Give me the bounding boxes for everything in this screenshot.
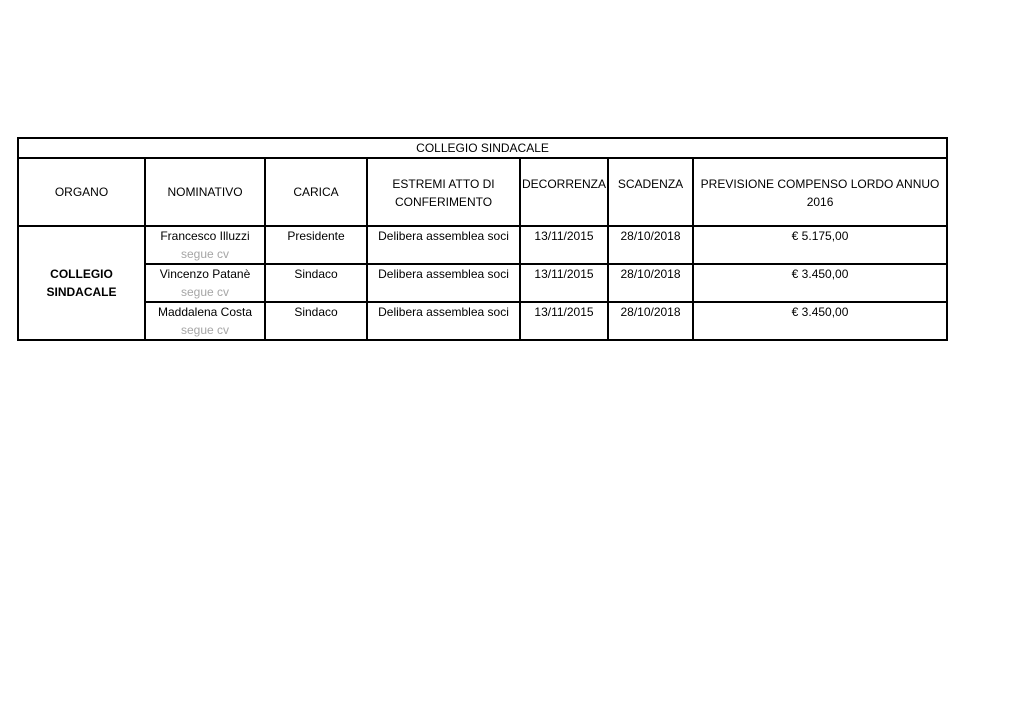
estremi-cell: Delibera assemblea soci bbox=[367, 264, 520, 302]
table-header-row bbox=[18, 158, 947, 226]
collegio-sindacale-table bbox=[17, 137, 948, 341]
compenso-cell: € 3.450,00 bbox=[693, 302, 947, 340]
header-estremi: ESTREMI ATTO DI CONFERIMENTO bbox=[367, 158, 520, 226]
compenso-cell: € 3.450,00 bbox=[693, 264, 947, 302]
nominativo-cell bbox=[145, 302, 265, 340]
nominativo-cell bbox=[145, 264, 265, 302]
cv-link[interactable]: segue cv bbox=[180, 285, 230, 299]
compenso-cell: € 5.175,00 bbox=[693, 226, 947, 264]
header-scadenza: SCADENZA bbox=[608, 158, 693, 226]
nominativo-name: Maddalena Costa bbox=[157, 305, 253, 319]
header-compenso: PREVISIONE COMPENSO LORDO ANNUO 2016 bbox=[693, 158, 947, 226]
nominativo-cell bbox=[145, 226, 265, 264]
table-row bbox=[18, 226, 947, 264]
header-organo: ORGANO bbox=[18, 158, 145, 226]
scadenza-cell: 28/10/2018 bbox=[608, 264, 693, 302]
nominativo-name: Francesco Illuzzi bbox=[160, 229, 250, 243]
carica-cell: Presidente bbox=[265, 226, 367, 264]
scadenza-cell: 28/10/2018 bbox=[608, 302, 693, 340]
decorrenza-cell: 13/11/2015 bbox=[520, 264, 608, 302]
table-title: COLLEGIO SINDACALE bbox=[18, 138, 947, 158]
organo-cell: COLLEGIO SINDACALE bbox=[18, 226, 145, 340]
estremi-cell: Delibera assemblea soci bbox=[367, 226, 520, 264]
carica-cell: Sindaco bbox=[265, 302, 367, 340]
header-decorrenza: DECORRENZA bbox=[520, 158, 608, 226]
nominativo-name: Vincenzo Patanè bbox=[159, 267, 251, 281]
table-title-row bbox=[18, 138, 947, 158]
scadenza-cell: 28/10/2018 bbox=[608, 226, 693, 264]
decorrenza-cell: 13/11/2015 bbox=[520, 302, 608, 340]
header-carica: CARICA bbox=[265, 158, 367, 226]
estremi-cell: Delibera assemblea soci bbox=[367, 302, 520, 340]
header-nominativo: NOMINATIVO bbox=[145, 158, 265, 226]
cv-link[interactable]: segue cv bbox=[180, 323, 230, 337]
table-row bbox=[18, 302, 947, 340]
table-row bbox=[18, 264, 947, 302]
decorrenza-cell: 13/11/2015 bbox=[520, 226, 608, 264]
cv-link[interactable]: segue cv bbox=[180, 247, 230, 261]
carica-cell: Sindaco bbox=[265, 264, 367, 302]
